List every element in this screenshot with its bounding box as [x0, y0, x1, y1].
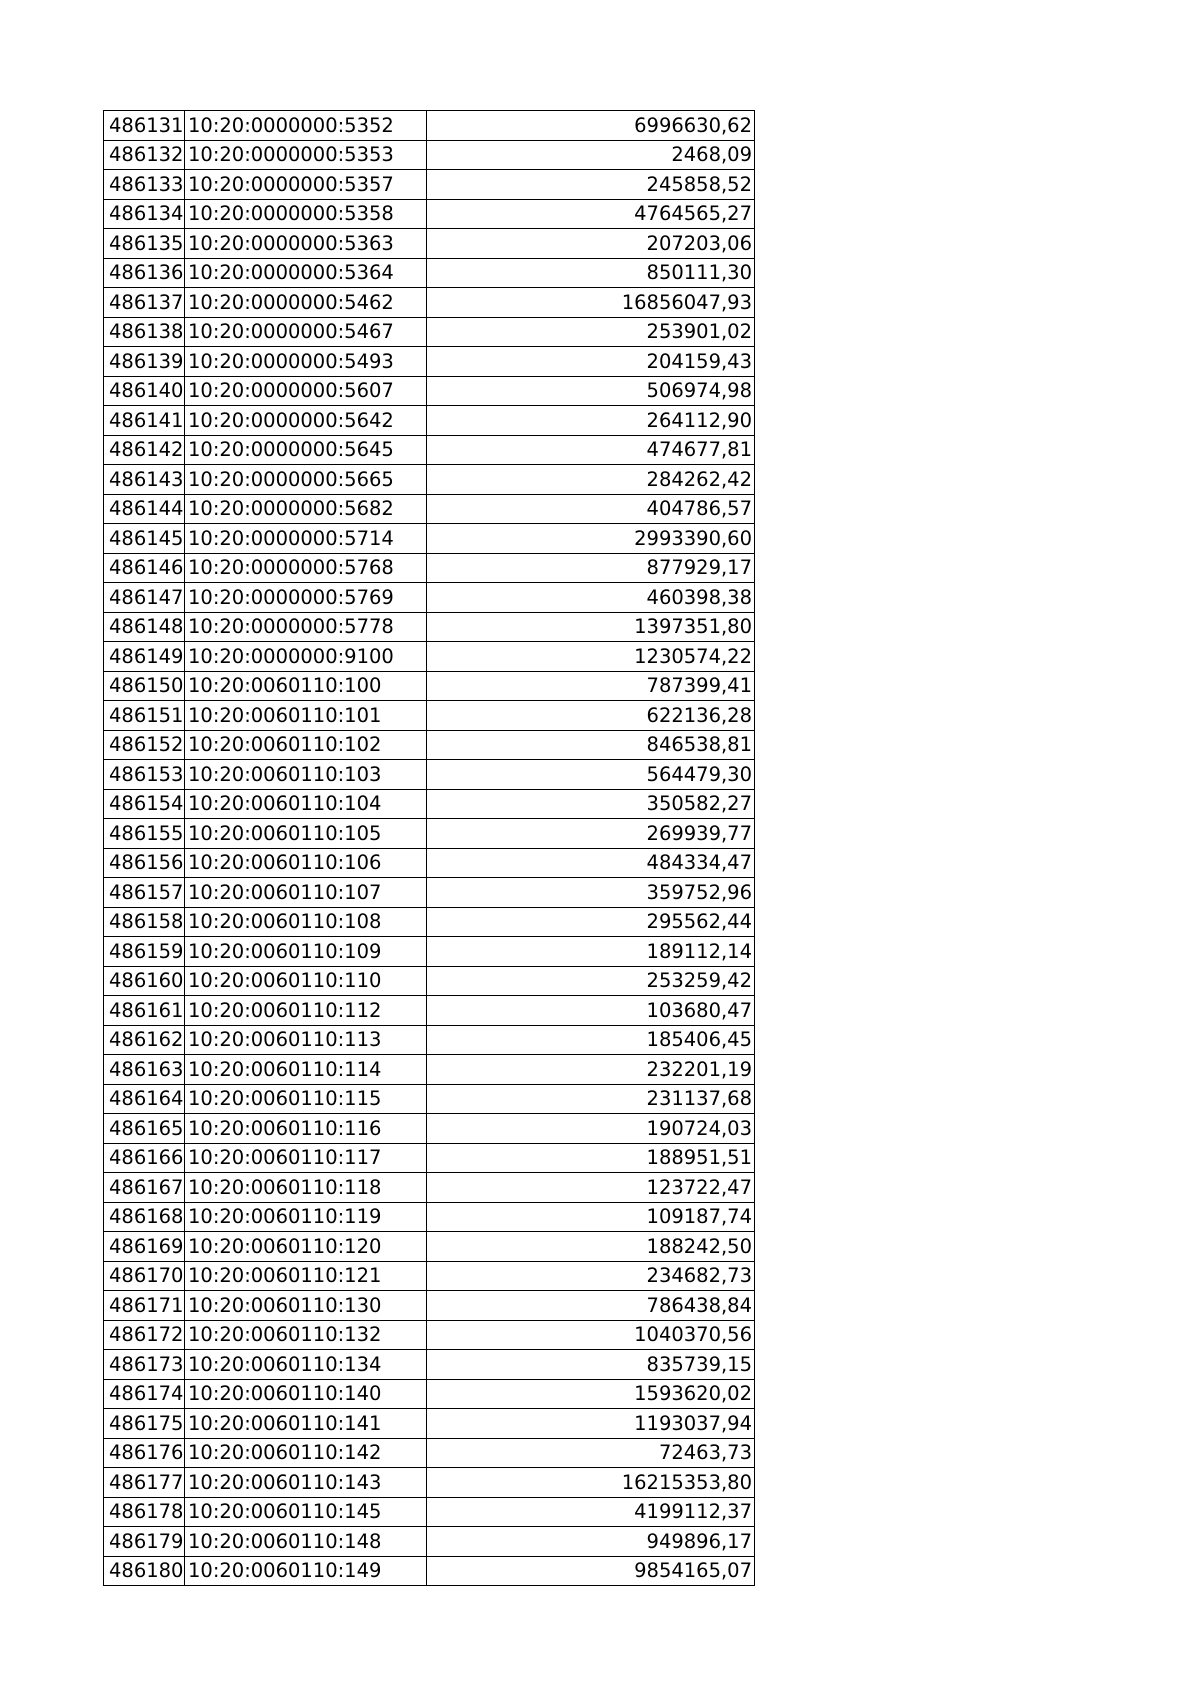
value-cell: 188242,50 — [427, 1232, 755, 1262]
value-cell: 253259,42 — [427, 966, 755, 996]
cadastral-number-cell: 10:20:0000000:5768 — [185, 553, 427, 583]
row-number-cell: 486175 — [104, 1409, 185, 1439]
row-number-cell: 486138 — [104, 317, 185, 347]
table-row — [104, 111, 755, 141]
cadastral-value-table — [103, 110, 755, 1586]
table-row — [104, 583, 755, 613]
value-cell: 269939,77 — [427, 819, 755, 849]
cadastral-number-cell: 10:20:0060110:102 — [185, 730, 427, 760]
row-number-cell: 486136 — [104, 258, 185, 288]
cadastral-number-cell: 10:20:0060110:121 — [185, 1261, 427, 1291]
table-row — [104, 465, 755, 495]
value-cell: 16856047,93 — [427, 288, 755, 318]
cadastral-number-cell: 10:20:0060110:100 — [185, 671, 427, 701]
table-row — [104, 907, 755, 937]
value-cell: 622136,28 — [427, 701, 755, 731]
cadastral-number-cell: 10:20:0000000:5462 — [185, 288, 427, 318]
value-cell: 6996630,62 — [427, 111, 755, 141]
row-number-cell: 486159 — [104, 937, 185, 967]
value-cell: 4199112,37 — [427, 1497, 755, 1527]
row-number-cell: 486162 — [104, 1025, 185, 1055]
row-number-cell: 486157 — [104, 878, 185, 908]
row-number-cell: 486132 — [104, 140, 185, 170]
table-row — [104, 1527, 755, 1557]
row-number-cell: 486135 — [104, 229, 185, 259]
row-number-cell: 486174 — [104, 1379, 185, 1409]
table-row — [104, 1350, 755, 1380]
row-number-cell: 486173 — [104, 1350, 185, 1380]
cadastral-number-cell: 10:20:0060110:118 — [185, 1173, 427, 1203]
row-number-cell: 486133 — [104, 170, 185, 200]
table-row — [104, 1114, 755, 1144]
table-row — [104, 612, 755, 642]
table-row — [104, 553, 755, 583]
value-cell: 835739,15 — [427, 1350, 755, 1380]
table-row — [104, 878, 755, 908]
row-number-cell: 486144 — [104, 494, 185, 524]
cadastral-number-cell: 10:20:0000000:5358 — [185, 199, 427, 229]
row-number-cell: 486164 — [104, 1084, 185, 1114]
value-cell: 506974,98 — [427, 376, 755, 406]
row-number-cell: 486141 — [104, 406, 185, 436]
row-number-cell: 486158 — [104, 907, 185, 937]
value-cell: 232201,19 — [427, 1055, 755, 1085]
value-cell: 949896,17 — [427, 1527, 755, 1557]
value-cell: 109187,74 — [427, 1202, 755, 1232]
row-number-cell: 486180 — [104, 1556, 185, 1586]
table-row — [104, 1291, 755, 1321]
table-row — [104, 140, 755, 170]
value-cell: 16215353,80 — [427, 1468, 755, 1498]
cadastral-number-cell: 10:20:0000000:5642 — [185, 406, 427, 436]
table-row — [104, 819, 755, 849]
table-row — [104, 1409, 755, 1439]
value-cell: 103680,47 — [427, 996, 755, 1026]
value-cell: 460398,38 — [427, 583, 755, 613]
table-row — [104, 1438, 755, 1468]
value-cell: 2468,09 — [427, 140, 755, 170]
cadastral-number-cell: 10:20:0000000:5493 — [185, 347, 427, 377]
value-cell: 4764565,27 — [427, 199, 755, 229]
table-row — [104, 1143, 755, 1173]
value-cell: 207203,06 — [427, 229, 755, 259]
table-row — [104, 435, 755, 465]
cadastral-number-cell: 10:20:0060110:108 — [185, 907, 427, 937]
table-row — [104, 996, 755, 1026]
row-number-cell: 486143 — [104, 465, 185, 495]
table-row — [104, 1320, 755, 1350]
value-cell: 264112,90 — [427, 406, 755, 436]
row-number-cell: 486152 — [104, 730, 185, 760]
row-number-cell: 486142 — [104, 435, 185, 465]
table-row — [104, 1497, 755, 1527]
table-row — [104, 1055, 755, 1085]
cadastral-number-cell: 10:20:0060110:145 — [185, 1497, 427, 1527]
cadastral-number-cell: 10:20:0000000:5778 — [185, 612, 427, 642]
row-number-cell: 486170 — [104, 1261, 185, 1291]
cadastral-number-cell: 10:20:0000000:5467 — [185, 317, 427, 347]
value-cell: 204159,43 — [427, 347, 755, 377]
table-row — [104, 494, 755, 524]
cadastral-number-cell: 10:20:0000000:5714 — [185, 524, 427, 554]
value-cell: 234682,73 — [427, 1261, 755, 1291]
cadastral-number-cell: 10:20:0000000:5665 — [185, 465, 427, 495]
cadastral-number-cell: 10:20:0000000:5364 — [185, 258, 427, 288]
row-number-cell: 486140 — [104, 376, 185, 406]
row-number-cell: 486179 — [104, 1527, 185, 1557]
table-row — [104, 524, 755, 554]
row-number-cell: 486166 — [104, 1143, 185, 1173]
value-cell: 1040370,56 — [427, 1320, 755, 1350]
row-number-cell: 486149 — [104, 642, 185, 672]
cadastral-number-cell: 10:20:0060110:142 — [185, 1438, 427, 1468]
row-number-cell: 486139 — [104, 347, 185, 377]
row-number-cell: 486155 — [104, 819, 185, 849]
table-row — [104, 760, 755, 790]
row-number-cell: 486171 — [104, 1291, 185, 1321]
cadastral-number-cell: 10:20:0060110:110 — [185, 966, 427, 996]
row-number-cell: 486137 — [104, 288, 185, 318]
value-cell: 1593620,02 — [427, 1379, 755, 1409]
row-number-cell: 486165 — [104, 1114, 185, 1144]
value-cell: 188951,51 — [427, 1143, 755, 1173]
cadastral-number-cell: 10:20:0060110:141 — [185, 1409, 427, 1439]
table-row — [104, 1084, 755, 1114]
cadastral-number-cell: 10:20:0000000:5682 — [185, 494, 427, 524]
row-number-cell: 486163 — [104, 1055, 185, 1085]
value-cell: 404786,57 — [427, 494, 755, 524]
cadastral-number-cell: 10:20:0060110:101 — [185, 701, 427, 731]
row-number-cell: 486176 — [104, 1438, 185, 1468]
row-number-cell: 486150 — [104, 671, 185, 701]
table-row — [104, 642, 755, 672]
value-cell: 72463,73 — [427, 1438, 755, 1468]
row-number-cell: 486131 — [104, 111, 185, 141]
cadastral-number-cell: 10:20:0000000:5607 — [185, 376, 427, 406]
row-number-cell: 486169 — [104, 1232, 185, 1262]
row-number-cell: 486153 — [104, 760, 185, 790]
table-row — [104, 789, 755, 819]
row-number-cell: 486134 — [104, 199, 185, 229]
table-row — [104, 1173, 755, 1203]
cadastral-number-cell: 10:20:0060110:117 — [185, 1143, 427, 1173]
cadastral-number-cell: 10:20:0060110:140 — [185, 1379, 427, 1409]
value-cell: 787399,41 — [427, 671, 755, 701]
cadastral-number-cell: 10:20:0060110:148 — [185, 1527, 427, 1557]
table-row — [104, 258, 755, 288]
cadastral-number-cell: 10:20:0060110:115 — [185, 1084, 427, 1114]
cadastral-number-cell: 10:20:0000000:5363 — [185, 229, 427, 259]
cadastral-number-cell: 10:20:0060110:143 — [185, 1468, 427, 1498]
value-cell: 245858,52 — [427, 170, 755, 200]
table-row — [104, 347, 755, 377]
value-cell: 1193037,94 — [427, 1409, 755, 1439]
row-number-cell: 486177 — [104, 1468, 185, 1498]
row-number-cell: 486168 — [104, 1202, 185, 1232]
row-number-cell: 486145 — [104, 524, 185, 554]
table-row — [104, 937, 755, 967]
value-cell: 350582,27 — [427, 789, 755, 819]
value-cell: 295562,44 — [427, 907, 755, 937]
cadastral-number-cell: 10:20:0060110:116 — [185, 1114, 427, 1144]
row-number-cell: 486178 — [104, 1497, 185, 1527]
cadastral-number-cell: 10:20:0000000:5645 — [185, 435, 427, 465]
table-body — [104, 111, 755, 1586]
value-cell: 786438,84 — [427, 1291, 755, 1321]
value-cell: 2993390,60 — [427, 524, 755, 554]
value-cell: 877929,17 — [427, 553, 755, 583]
table-row — [104, 671, 755, 701]
cadastral-number-cell: 10:20:0060110:113 — [185, 1025, 427, 1055]
value-cell: 1397351,80 — [427, 612, 755, 642]
value-cell: 359752,96 — [427, 878, 755, 908]
cadastral-number-cell: 10:20:0000000:5352 — [185, 111, 427, 141]
cadastral-number-cell: 10:20:0060110:119 — [185, 1202, 427, 1232]
cadastral-number-cell: 10:20:0060110:109 — [185, 937, 427, 967]
row-number-cell: 486151 — [104, 701, 185, 731]
table-row — [104, 170, 755, 200]
value-cell: 564479,30 — [427, 760, 755, 790]
value-cell: 253901,02 — [427, 317, 755, 347]
table-row — [104, 848, 755, 878]
table-row — [104, 1202, 755, 1232]
value-cell: 9854165,07 — [427, 1556, 755, 1586]
value-cell: 846538,81 — [427, 730, 755, 760]
row-number-cell: 486160 — [104, 966, 185, 996]
cadastral-number-cell: 10:20:0060110:107 — [185, 878, 427, 908]
row-number-cell: 486147 — [104, 583, 185, 613]
row-number-cell: 486167 — [104, 1173, 185, 1203]
cadastral-number-cell: 10:20:0060110:104 — [185, 789, 427, 819]
value-cell: 484334,47 — [427, 848, 755, 878]
value-cell: 189112,14 — [427, 937, 755, 967]
cadastral-number-cell: 10:20:0060110:134 — [185, 1350, 427, 1380]
cadastral-number-cell: 10:20:0060110:120 — [185, 1232, 427, 1262]
cadastral-number-cell: 10:20:0000000:9100 — [185, 642, 427, 672]
value-cell: 185406,45 — [427, 1025, 755, 1055]
cadastral-number-cell: 10:20:0060110:105 — [185, 819, 427, 849]
table-row — [104, 317, 755, 347]
table-row — [104, 288, 755, 318]
value-cell: 190724,03 — [427, 1114, 755, 1144]
table-row — [104, 1556, 755, 1586]
table-row — [104, 701, 755, 731]
table-row — [104, 1261, 755, 1291]
cadastral-number-cell: 10:20:0060110:130 — [185, 1291, 427, 1321]
cadastral-number-cell: 10:20:0060110:103 — [185, 760, 427, 790]
value-cell: 1230574,22 — [427, 642, 755, 672]
table-row — [104, 199, 755, 229]
table-row — [104, 1468, 755, 1498]
table-row — [104, 229, 755, 259]
table-row — [104, 376, 755, 406]
row-number-cell: 486146 — [104, 553, 185, 583]
value-cell: 231137,68 — [427, 1084, 755, 1114]
table-row — [104, 730, 755, 760]
row-number-cell: 486172 — [104, 1320, 185, 1350]
table-row — [104, 406, 755, 436]
row-number-cell: 486156 — [104, 848, 185, 878]
cadastral-number-cell: 10:20:0060110:114 — [185, 1055, 427, 1085]
cadastral-number-cell: 10:20:0060110:132 — [185, 1320, 427, 1350]
cadastral-number-cell: 10:20:0000000:5357 — [185, 170, 427, 200]
value-cell: 123722,47 — [427, 1173, 755, 1203]
table-row — [104, 966, 755, 996]
cadastral-number-cell: 10:20:0000000:5353 — [185, 140, 427, 170]
table-row — [104, 1379, 755, 1409]
cadastral-number-cell: 10:20:0060110:112 — [185, 996, 427, 1026]
table-row — [104, 1025, 755, 1055]
row-number-cell: 486161 — [104, 996, 185, 1026]
row-number-cell: 486148 — [104, 612, 185, 642]
value-cell: 474677,81 — [427, 435, 755, 465]
row-number-cell: 486154 — [104, 789, 185, 819]
cadastral-number-cell: 10:20:0060110:106 — [185, 848, 427, 878]
table-row — [104, 1232, 755, 1262]
value-cell: 284262,42 — [427, 465, 755, 495]
cadastral-number-cell: 10:20:0060110:149 — [185, 1556, 427, 1586]
cadastral-number-cell: 10:20:0000000:5769 — [185, 583, 427, 613]
value-cell: 850111,30 — [427, 258, 755, 288]
